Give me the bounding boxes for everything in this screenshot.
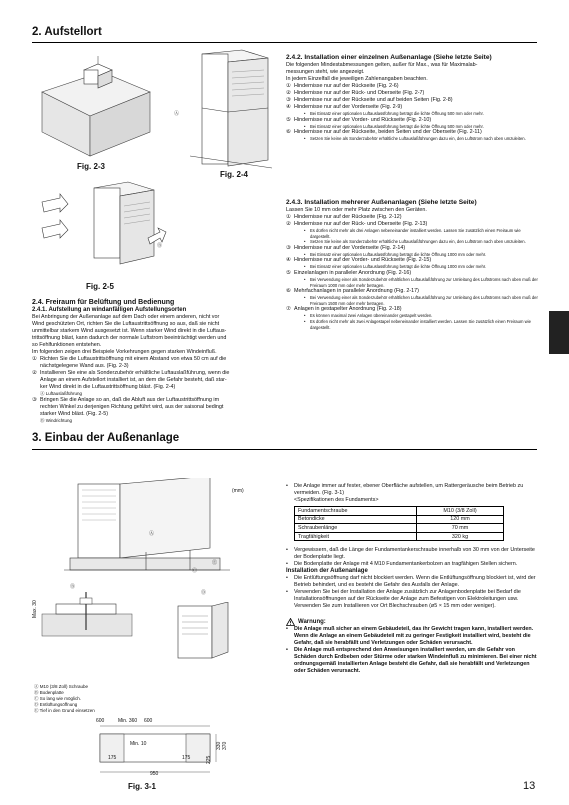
- install-bullet: • Verwenden Sie bei der Installation der Anlage zusätzlich zur Anlagenbodenplatte bei Bedarf die Installationsöffnungen auf der Rückseite der Anlage zum Befestigen von Elektroleitungen usw. Verwenden Sie zum Installieren vor Ort Blechschrauben (ø5 × 15 mm oder weniger).: [286, 589, 521, 610]
- wind-measure-item: ③ Bringen Sie die Anlage so an, daß die Abluft aus der Luftaustrittsöffnung im rechten Winkel zu derjenigen Richtung geführt wird, aus der saisonal bedingt starker Wind bläst. (Fig. 2-5) Ⓑ Windrichtung: [32, 397, 282, 424]
- legend-item: Ⓑ Bodenplatte: [34, 690, 64, 695]
- list-item: ⑤ Hindernisse nur auf der Vorder- und Rückseite (Fig. 2-10) • Bei Einsatz einer optionalen Luftauslassführung beträgt die lichte Öffnung 500 mm oder mehr.: [286, 117, 538, 130]
- note-item: • Es können maximal zwei Anlagen übereinander gestapelt werden.: [304, 313, 538, 319]
- fig-2-5-label-b: Ⓑ: [157, 243, 163, 249]
- note-item: • Bei Verwendung einer als Sonderzubehör erhältlichen Luftauslaßführung zur Umleitung des Luftstroms nach oben muß der Freiraum 1500 mm oder mehr betragen.: [304, 295, 538, 306]
- fig-3-1-label-d: Ⓓ: [201, 590, 207, 596]
- note-item: • Bei Verwendung einer als Sonderzubehör erhältlichen Luftauslaßführung zur Umleitung des Luftstroms nach oben muß der Freiraum 1000 mm oder mehr betragen.: [304, 277, 538, 288]
- dim-175-right: 175: [182, 755, 191, 761]
- dim-600-right: 600: [144, 718, 153, 724]
- warning-header: [286, 618, 538, 626]
- fig-3-1-bolt-detail: [38, 584, 138, 642]
- dim-370: 370: [222, 741, 228, 750]
- fig-3-1-label-a: Ⓐ: [149, 531, 155, 537]
- legend-item: Ⓐ M10 (3/8 Zoll) Schraube: [34, 684, 89, 689]
- note-item: • Bei Einsatz einer optionalen Luftauslassführung beträgt die lichte Öffnung 500 mm oder mehr.: [304, 111, 538, 117]
- section-2-4-2: [286, 54, 538, 142]
- dim-600-left: 600: [96, 718, 105, 724]
- section-2-4-2-title: 2.4.2. Installation einer einzelnen Außenanlage (Siehe letzte Seite): [286, 54, 492, 61]
- install-bullet: • Die Anlage immer auf fester, ebener Oberfläche aufstellen, um Rattergeräusche beim Betrieb zu vermeiden. (Fig. 3-1): [286, 483, 524, 496]
- fig-3-1-legend: [34, 684, 95, 714]
- fig-2-4-caption: Fig. 2-4: [220, 170, 249, 179]
- note-item: • Es dürfen nicht mehr als zwei Anlagestapel nebeneinander installiert werden. Lassen Sie zusätzlich einen Freiraum wie dargestellt.: [304, 319, 538, 330]
- section-2-4-1-line: Im folgenden zeigen drei Beispiele Vorkehrungen gegen starken Windeinfluß.: [32, 349, 217, 355]
- list-item: ① Hindernisse nur auf der Rückseite (Fig. 2-12): [286, 214, 402, 220]
- fig-3-1-unit: (mm): [232, 488, 244, 494]
- section-2-4-2-intro: Die folgenden Mindestabmessungen gelten, außer für Max., was für Maximalab-: [286, 62, 478, 68]
- table-row: [295, 507, 504, 516]
- section-3-rule: [32, 449, 537, 450]
- dim-max-30: Max. 30: [32, 600, 38, 618]
- table-cell: M10 (3/8 Zoll): [416, 507, 503, 516]
- single-unit-list: [286, 83, 538, 142]
- fig-2-5-caption: Fig. 2-5: [86, 282, 115, 291]
- note-item: • Bei Einsatz einer optionalen Luftauslassführung beträgt die lichte Öffnung 1000 mm oder mehr.: [304, 252, 538, 258]
- dim-min-10: Min. 10: [130, 741, 147, 747]
- dim-950: 950: [150, 771, 159, 777]
- install-title: Installation der Außenanlage: [286, 568, 368, 575]
- dim-175-left: 175: [108, 755, 117, 761]
- table-row: [295, 532, 504, 541]
- list-item: ④ Hindernisse nur auf der Vorder- und Rückseite (Fig. 2-15) • Bei Einsatz einer optionalen Luftauslassführung beträgt die lichte Öffnung 1000 mm oder mehr.: [286, 257, 538, 270]
- fig-3-1-plan-view: [92, 722, 232, 778]
- table-row: [295, 515, 504, 524]
- fig-3-1-front-drawing: [60, 478, 280, 580]
- note-item: • Bei Einsatz einer optionalen Luftauslassführung beträgt die lichte Öffnung 500 mm oder mehr.: [304, 124, 538, 130]
- dim-225: 225: [206, 755, 212, 764]
- fig-3-1-vent-detail: [168, 602, 238, 662]
- warning-triangle-icon: [286, 618, 295, 626]
- wind-measure-item: ② Installieren Sie eine als Sonderzubehör erhältliche Luftauslaßführung, wenn die Anlage an einem Aufstellort installiert ist, an dem die Gefahr besteht, daß star- ker Wind direkt in die Luftaustrittsöffnung bläst. (Fig. 2-4) Ⓐ Luftauslaßführung: [32, 370, 282, 397]
- section-2-4-2-intro: messungen steht, wie angezeigt.: [286, 69, 365, 75]
- section-2-4-3-intro: Lassen Sie 10 mm oder mehr Platz zwischen den Geräten.: [286, 207, 427, 213]
- list-item: ① Hindernisse nur auf der Rückseite (Fig. 2-6): [286, 83, 399, 89]
- section-2-4-1-line: unmittelbar starkem Wind ausgesetzt ist. Wenn starker Wind direkt in die Luftaus-: [32, 328, 227, 334]
- note-item: • Es dürfen nicht mehr als drei Anlagen nebeneinander installiert werden. Lassen Sie zusätzlich einen Freiraum wie dargestellt.: [304, 228, 538, 239]
- legend-b: Ⓑ Windrichtung: [40, 418, 73, 423]
- section-2-title: 2. Aufstellort: [32, 26, 102, 38]
- fig-3-1-label-c: Ⓒ: [192, 568, 198, 574]
- foundation-spec-table: [294, 506, 504, 541]
- legend-item: Ⓓ Entlüftungsöffnung: [34, 702, 78, 707]
- table-cell: 320 kg: [416, 532, 503, 541]
- list-item: ③ Hindernisse nur auf der Vorderseite (Fig. 2-14) • Bei Einsatz einer optionalen Luftauslassführung beträgt die lichte Öffnung 1000 mm oder mehr.: [286, 245, 538, 258]
- list-item: ⑦ Anlagen in gestapelter Anordnung (Fig. 2-18) • Es können maximal zwei Anlagen übereinander gestapelt werden. • Es dürfen nicht mehr als zwei Anlagestapel nebeneinander installiert werden. Lassen Sie zusätzlich einen Freiraum wie dargestellt.: [286, 306, 538, 330]
- legend-a: Ⓐ Luftauslaßführung: [40, 391, 83, 396]
- section-2-4-3-title: 2.4.3. Installation mehrerer Außenanlagen (Siehe letzte Seite): [286, 199, 477, 206]
- table-cell: 70 mm: [416, 524, 503, 533]
- section-2-4-1-line: trittsöffnung bläst, kann dadurch der normale Luftstrom beeinträchtigt werden und: [32, 335, 227, 341]
- section-2-4-title: 2.4. Freiraum für Belüftung und Bedienung: [32, 299, 175, 306]
- fig-2-5-illustration: [38, 180, 168, 280]
- section-2-4-1-title: 2.4.1. Aufstellung an windanfälligen Aufstellungsorten: [32, 307, 187, 313]
- section-2-4-3: [286, 199, 538, 330]
- note-item: • Setzen Sie keine als Sonderzubehör erhältliche Luftauslaßführungen dazu ein, den Luftstrom nach oben umzuleiten.: [304, 239, 538, 245]
- install-bullet: • Vergewissern, daß die Länge der Fundamentankerschraube innerhalb von 30 mm von der Unterseite der Bodenplatte liegt.: [286, 547, 535, 561]
- section-2-4-1-line: Bei Anbringung der Außenanlage auf dem Dach oder einem anderen, nicht vor: [32, 314, 220, 320]
- fig-3-1-caption: Fig. 3-1: [128, 782, 157, 791]
- list-item: ⑥ Hindernisse nur auf der Rückseite, beiden Seiten und der Oberseite (Fig. 2-11) • Setzen Sie keine als Sonderzubehör erhältliche Luftauslaßführungen dazu ein, den Luftstrom nach oben umzuleiten.: [286, 129, 538, 142]
- legend-item: Ⓔ Tief in den Grund einsetzen: [34, 708, 95, 713]
- section-2-4-1-line: so Fehlfunktionen entstehen.: [32, 342, 102, 348]
- table-row: [295, 524, 504, 533]
- warning-title: Warnung:: [298, 618, 326, 625]
- legend-item: Ⓒ So lang wie möglich.: [34, 696, 82, 701]
- table-cell: Fundamentschraube: [295, 507, 417, 516]
- list-item: ③ Hindernisse nur auf der Rückseite und auf beiden Seiten (Fig. 2-8): [286, 97, 453, 103]
- table-cell: 120 mm: [416, 515, 503, 524]
- table-cell: Betondicke: [295, 515, 417, 524]
- fig-2-4-illustration: [172, 48, 276, 174]
- warning-bullet: • Die Anlage muß sicher an einem Gebäudeteil, das ihr Gewicht tragen kann, installiert werden. Wenn die Anlage an einem Gebäudeteil mit zu geringer Festigkeit installiert wird, besteht die Gefahr, daß sie herabfällt und Verletzungen oder Schäden verursacht.: [286, 626, 534, 647]
- section-2-4: [32, 298, 282, 424]
- spec-title: <Spezifikationen des Fundaments>: [294, 497, 379, 503]
- multi-unit-list: [286, 214, 538, 330]
- list-item: ⑤ Einzelanlagen in paralleler Anordnung (Fig. 2-16) • Bei Verwendung einer als Sonderzubehör erhältlichen Luftauslaßführung zur Umleitung des Luftstroms nach oben muß der Freiraum 1000 mm oder mehr betragen.: [286, 270, 538, 288]
- fig-2-3-caption: Fig. 2-3: [77, 162, 106, 171]
- section-2-4-2-intro: In jedem Einzelfall die jeweiligen Zahlenangaben beachten.: [286, 76, 428, 82]
- list-item: ④ Hindernisse nur auf der Vorderseite (Fig. 2-9) • Bei Einsatz einer optionalen Luftauslassführung beträgt die lichte Öffnung 500 mm oder mehr.: [286, 104, 538, 117]
- dim-min-360: Min. 360: [118, 718, 138, 724]
- warning-bullet: • Die Anlage muß entsprechend den Anweisungen installiert werden, um die Gefahr von Schäden durch Erdbeben oder Stürme oder starken Windeinfluß zu minimieren. Bei einer nicht ordnungsgemäß installierten Anlage besteht die Gefahr, daß sie herabfällt und Verletzungen oder Schäden verursacht.: [286, 647, 537, 675]
- fig-2-4-label-a: Ⓐ: [174, 111, 180, 117]
- page-number: 13: [523, 780, 536, 792]
- table-cell: Tragfähigkeit: [295, 532, 417, 541]
- section-2-rule: [32, 42, 537, 43]
- note-item: • Bei Einsatz einer optionalen Luftauslassführung beträgt die lichte Öffnung 1000 mm oder mehr.: [304, 264, 538, 270]
- note-item: • Setzen Sie keine als Sonderzubehör erhältliche Luftauslaßführungen dazu ein, den Luftstrom nach oben umzuleiten.: [304, 136, 538, 142]
- table-cell: Schraubenlänge: [295, 524, 417, 533]
- list-item: ⑥ Mehrfachanlagen in paralleler Anordnung (Fig. 2-17) • Bei Verwendung einer als Sonderzubehör erhältlichen Luftauslaßführung zur Umleitung des Luftstroms nach oben muß der Freiraum 1500 mm oder mehr betragen.: [286, 288, 538, 306]
- install-bullet: • Die Entlüftungsöffnung darf nicht blockiert werden. Wenn die Entlüftungsöffnung blockiert ist, wird der Betrieb behindert, und es besteht die Gefahr des Ausfalls der Anlage.: [286, 575, 536, 589]
- fig-2-3-illustration: [38, 52, 156, 160]
- section-3-text: [286, 483, 538, 675]
- wind-measure-item: ① Richten Sie die Luftaustrittsöffnung mit einem Abstand von etwa 50 cm auf die nächstgelegene Wand aus. (Fig. 2-3): [32, 356, 227, 369]
- list-item: ② Hindernisse nur auf der Rück- und Oberseite (Fig. 2-13) • Es dürfen nicht mehr als drei Anlagen nebeneinander installiert werden. Lassen Sie zusätzlich einen Freiraum wie dargestellt. • Setzen Sie keine als Sonderzubehör erhältliche Luftauslaßführungen dazu ein, den Luftstrom nach oben umzuleiten.: [286, 221, 538, 245]
- list-item: ② Hindernisse nur auf der Rück- und Oberseite (Fig. 2-7): [286, 90, 425, 96]
- section-2-4-1-line: Wind geschützten Ort, richten Sie die Luftaustrittsöffnung so aus, daß sie nicht: [32, 321, 220, 327]
- fig-3-1-label-b: Ⓑ: [70, 584, 76, 590]
- dim-330: 330: [216, 741, 222, 750]
- language-tab: [549, 311, 569, 354]
- fig-3-1-label-e: Ⓔ: [212, 560, 218, 566]
- install-bullet: • Die Bodenplatte der Anlage mit 4 M10 Fundamentankerbolzen an tragfähigen Stellen sichern.: [286, 561, 518, 568]
- section-3-title: 3. Einbau der Außenanlage: [32, 432, 180, 444]
